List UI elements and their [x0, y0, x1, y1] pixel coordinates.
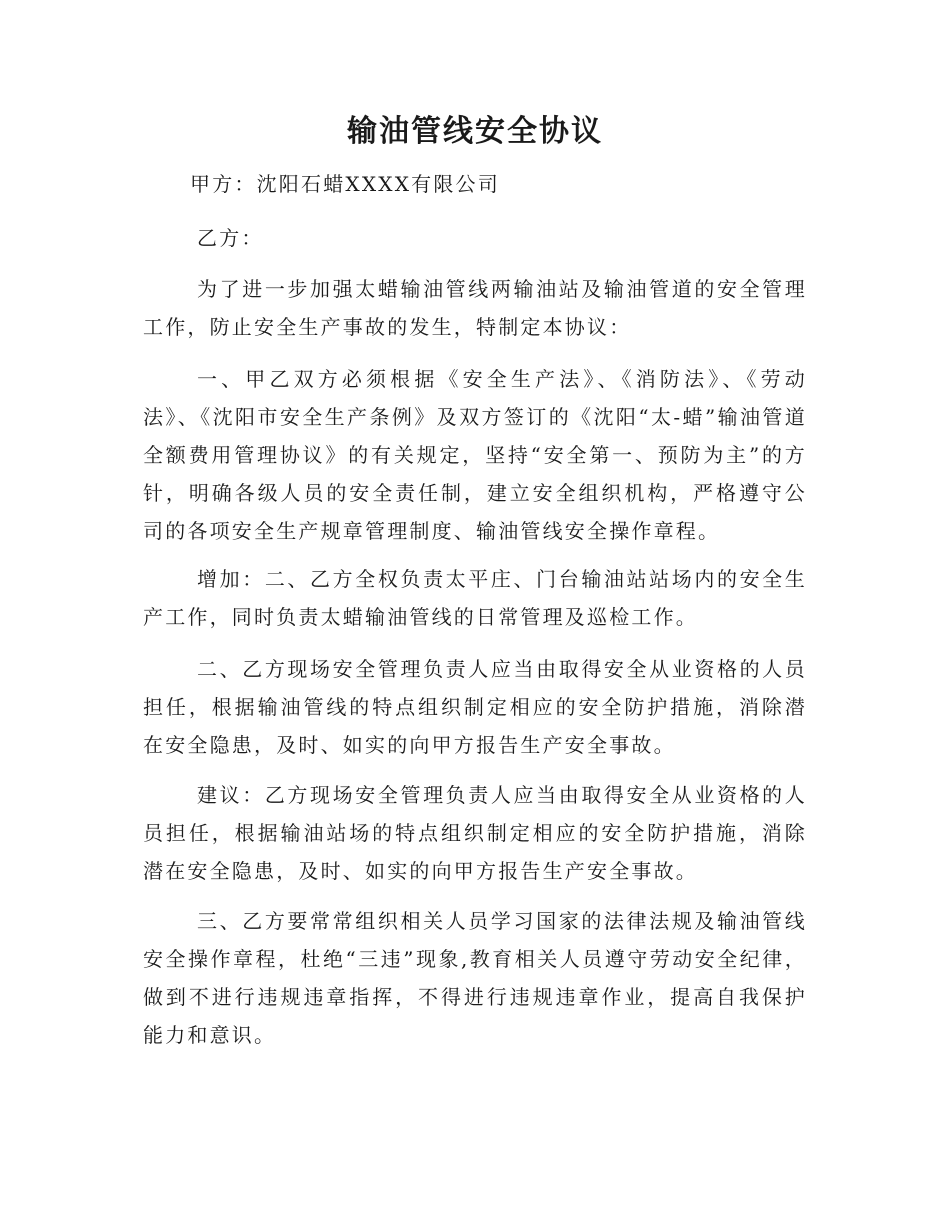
intro-paragraph: 为了进一步加强太蜡输油管线两输油站及输油管道的安全管理工作，防止安全生产事故的发生，特制定本协议： — [143, 277, 807, 339]
clause-3-paragraph: 三、乙方要常常组织相关人员学习国家的法律法规及输油管线安全操作章程，杜绝“三违”现象,教育相关人员遵守劳动安全纪律，做到不进行违规违章指挥，不得进行违规违章作业，提高自我保护能力和意识。 — [143, 909, 807, 1047]
suggestion-paragraph: 建议：乙方现场安全管理负责人应当由取得安全从业资格的人员担任，根据输油站场的特点组织制定相应的安全防护措施，消除潜在安全隐患，及时、如实的向甲方报告生产安全事故。 — [143, 783, 807, 883]
addition-paragraph: 增加：二、乙方全权负责太平庄、门台输油站站场内的安全生产工作，同时负责太蜡输油管线的日常管理及巡检工作。 — [143, 567, 807, 629]
party-a-line: 甲方：沈阳石蜡XXXX有限公司 — [190, 172, 500, 196]
clause-2-paragraph: 二、乙方现场安全管理负责人应当由取得安全从业资格的人员担任，根据输油管线的特点组织制定相应的安全防护措施，消除潜在安全隐患，及时、如实的向甲方报告生产安全事故。 — [143, 657, 807, 757]
document-title: 输油管线安全协议 — [347, 114, 603, 149]
clause-1-paragraph: 一、甲乙双方必须根据《安全生产法》、《消防法》、《劳动法》、《沈阳市安全生产条例》及双方签订的《沈阳“太-蜡”输油管道全额费用管理协议》的有关规定，坚持“安全第一、预防为主”的方针，明确各级人员的安全责任制，建立安全组织机构，严格遵守公司的各项安全生产规章管理制度、输油管线安全操作章程。 — [143, 367, 807, 543]
party-b-line: 乙方： — [197, 226, 264, 250]
